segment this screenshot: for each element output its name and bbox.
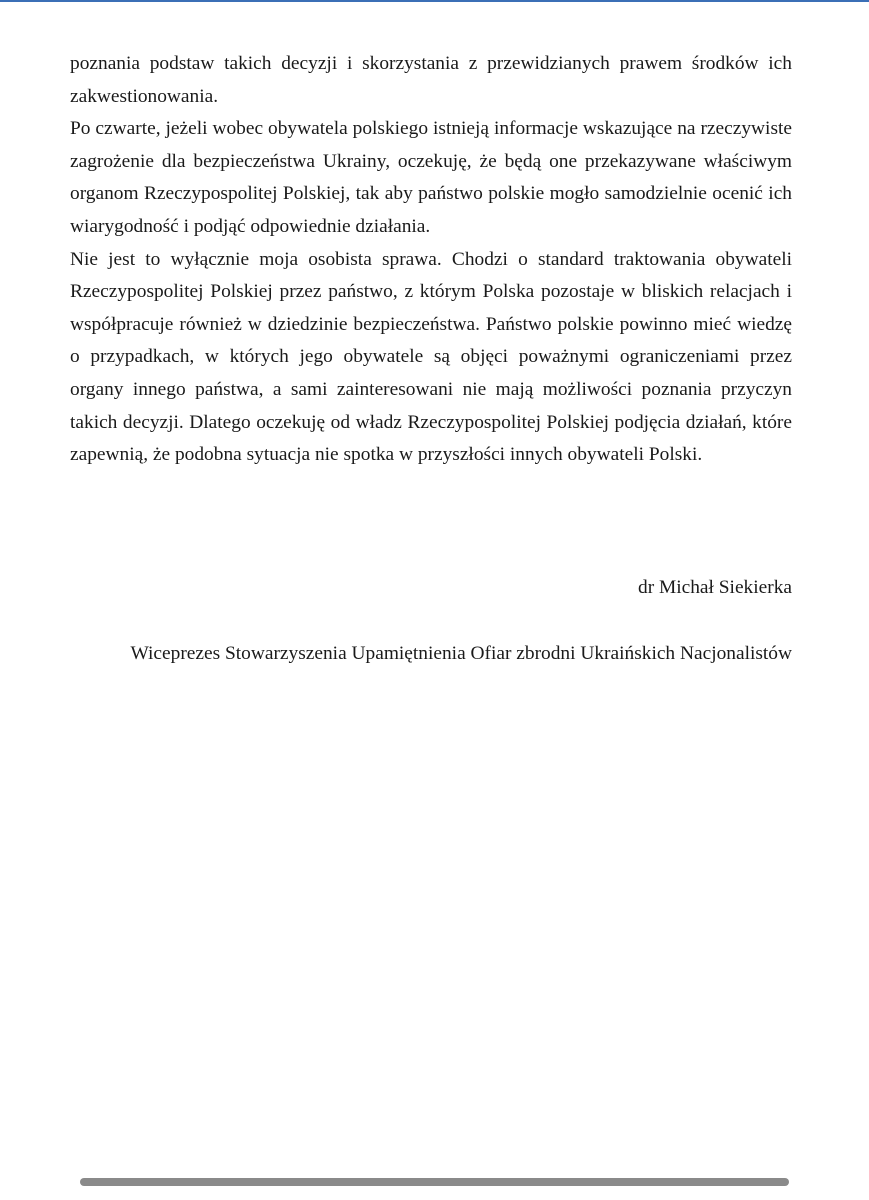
- paragraph-1: poznania podstaw takich decyzji i skorzystania z przewidzianych prawem środków ich zakwestionowania.: [70, 53, 792, 107]
- horizontal-scrollbar[interactable]: [80, 1178, 789, 1188]
- signature-name: dr Michał Siekierka: [638, 577, 792, 598]
- signature-affiliation: Wiceprezes Stowarzyszenia Upamiętnienia Ofiar zbrodni Ukraińskich Nacjonalistów: [130, 643, 792, 664]
- scrollbar-thumb[interactable]: [80, 1178, 789, 1186]
- paragraph-2: Po czwarte, jeżeli wobec obywatela polskiego istnieją informacje wskazujące na rzeczywiste zagrożenie dla bezpieczeństwa Ukrainy, oczekuję, że będą one przekazywane właściwym organom Rzeczypospolitej Polskiej, tak aby państwo polskie mogło samodzielnie ocenić ich wiarygodność i podjąć odpowiednie działania.: [70, 118, 792, 237]
- document-body: [70, 48, 792, 472]
- paragraph-3: Nie jest to wyłącznie moja osobista sprawa. Chodzi o standard traktowania obywateli Rzeczypospolitej Polskiej przez państwo, z którym Polska pozostaje w bliskich relacjach i współpracuje również w dziedzinie bezpieczeństwa. Państwo polskie powinno mieć wiedzę o przypadkach, w których jego obywatele są objęci poważnymi ograniczeniami przez organy innego państwa, a sami zainteresowani nie mają możliwości poznania przyczyn takich decyzji. Dlatego oczekuję od władz Rzeczypospolitej Polskiej podjęcia działań, które zapewnią, że podobna sytuacja nie spotka w przyszłości innych obywateli Polski.: [70, 248, 792, 466]
- document-page: [0, 2, 869, 1200]
